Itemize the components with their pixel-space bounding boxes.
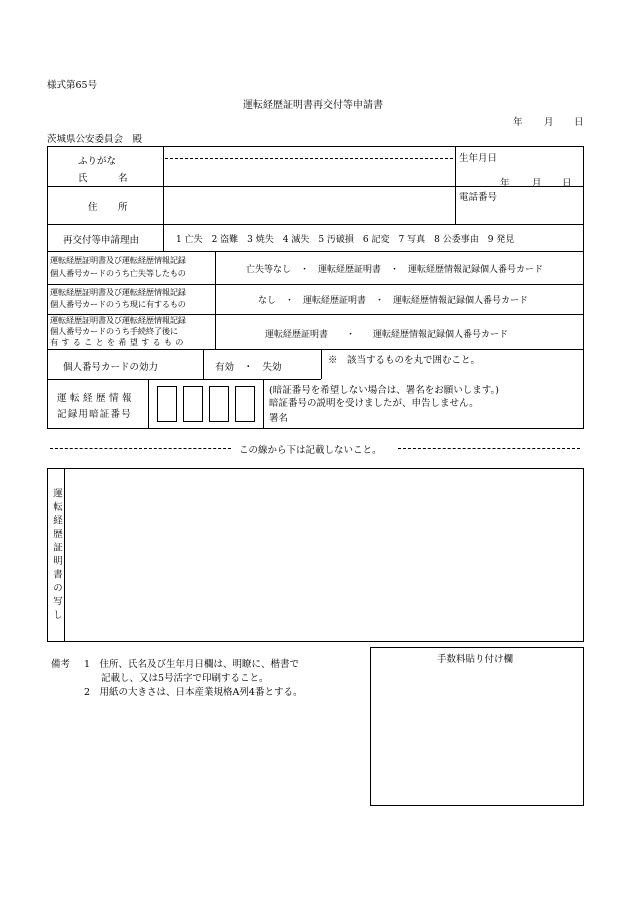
fee-stamp-label: 手数料貼り付け欄 xyxy=(437,654,514,665)
date-year-label: 年 xyxy=(513,117,523,128)
furigana-label: ふりがな xyxy=(78,156,117,167)
reason-label: 再交付等申請理由 xyxy=(63,235,140,246)
pin-note-1: (暗証番号を希望しない場合は、署名をお願いします。) xyxy=(269,385,499,396)
certificate-copy-label: 運転経歴証明書の写し xyxy=(51,488,62,623)
address-field[interactable] xyxy=(166,188,452,222)
divider-line-right xyxy=(398,448,580,449)
phone-label: 電話番号 xyxy=(459,192,498,203)
card-validity-options[interactable]: 有効 ・ 失効 xyxy=(215,362,282,373)
certificate-copy-area xyxy=(47,468,584,642)
notes-heading: 備考 xyxy=(51,659,71,670)
furigana-field[interactable] xyxy=(166,147,452,157)
hope-label-1: 運転経歴証明書及び運転経歴情報記録 xyxy=(50,315,186,325)
pin-signature-label: 署名 xyxy=(269,413,289,424)
lost-options[interactable]: 亡失等なし ・ 運転経歴証明書 ・ 運転経歴情報記録個人番号カード xyxy=(246,265,544,275)
note-2: 2 用紙の大きさは、日本産業規格A列4番とする。 xyxy=(84,687,303,698)
hope-label-2: 個人番号カードのうち手続終了後に xyxy=(50,326,178,336)
form-number: 様式第65号 xyxy=(47,80,98,91)
divider-text: この線から下は記載しないこと。 xyxy=(239,445,382,456)
note-1-line-1: 1 住所、氏名及び生年月日欄は、明瞭に、楷書で xyxy=(84,659,300,670)
pin-digit-box-1[interactable] xyxy=(157,386,177,422)
name-label-1: 氏 xyxy=(78,173,88,184)
name-label-2: 名 xyxy=(118,173,128,184)
card-validity-label: 個人番号カードの効力 xyxy=(63,362,159,373)
addressee: 茨城県公安委員会 殿 xyxy=(47,134,143,145)
hope-options[interactable]: 運転経歴証明書 ・ 運転経歴情報記録個人番号カード xyxy=(265,330,509,340)
birth-year-label: 年 xyxy=(500,178,510,189)
birth-month-label: 月 xyxy=(532,178,542,189)
pin-label-1: 運転経歴情報 xyxy=(57,393,136,404)
lost-label-2: 個人番号カードのうち亡失等したもの xyxy=(50,268,186,278)
reason-options[interactable]: 1 亡失 2 盗難 3 焼失 4 滅失 5 汚破損 6 記変 7 写真 8 公委事由 9 発見 xyxy=(176,235,515,245)
birth-date-label: 生年月日 xyxy=(459,153,498,164)
address-label-1: 住 xyxy=(88,202,98,213)
circle-note: ※ 該当するものを丸で囲むこと。 xyxy=(328,355,481,366)
pin-note-2: 暗証番号の説明を受けましたが、申告しません。 xyxy=(269,398,479,409)
divider-line-left xyxy=(50,448,231,449)
date-day-label: 日 xyxy=(574,117,584,128)
date-month-label: 月 xyxy=(544,117,554,128)
form-title: 運転経歴証明書再交付等申請書 xyxy=(243,100,383,111)
have-label-2: 個人番号カードのうち現に有するもの xyxy=(50,299,186,309)
pin-digit-box-2[interactable] xyxy=(183,386,203,422)
note-1-line-2: 記載し、又は5号活字で印刷すること。 xyxy=(101,673,269,684)
pin-label-2: 記録用暗証番号 xyxy=(57,409,132,420)
birth-day-label: 日 xyxy=(562,178,572,189)
lost-label-1: 運転経歴証明書及び運転経歴情報記録 xyxy=(50,255,186,265)
hope-label-3: 有することを希望するもの xyxy=(50,337,187,347)
pin-signature-field[interactable] xyxy=(295,408,580,426)
fee-stamp-box xyxy=(370,647,584,806)
address-label-2: 所 xyxy=(118,202,128,213)
have-label-1: 運転経歴証明書及び運転経歴情報記録 xyxy=(50,287,186,297)
pin-digit-box-3[interactable] xyxy=(209,386,229,422)
pin-digit-box-4[interactable] xyxy=(235,386,255,422)
name-field[interactable] xyxy=(166,159,452,185)
have-options[interactable]: なし ・ 運転経歴証明書 ・ 運転経歴情報記録個人番号カード xyxy=(258,296,529,306)
